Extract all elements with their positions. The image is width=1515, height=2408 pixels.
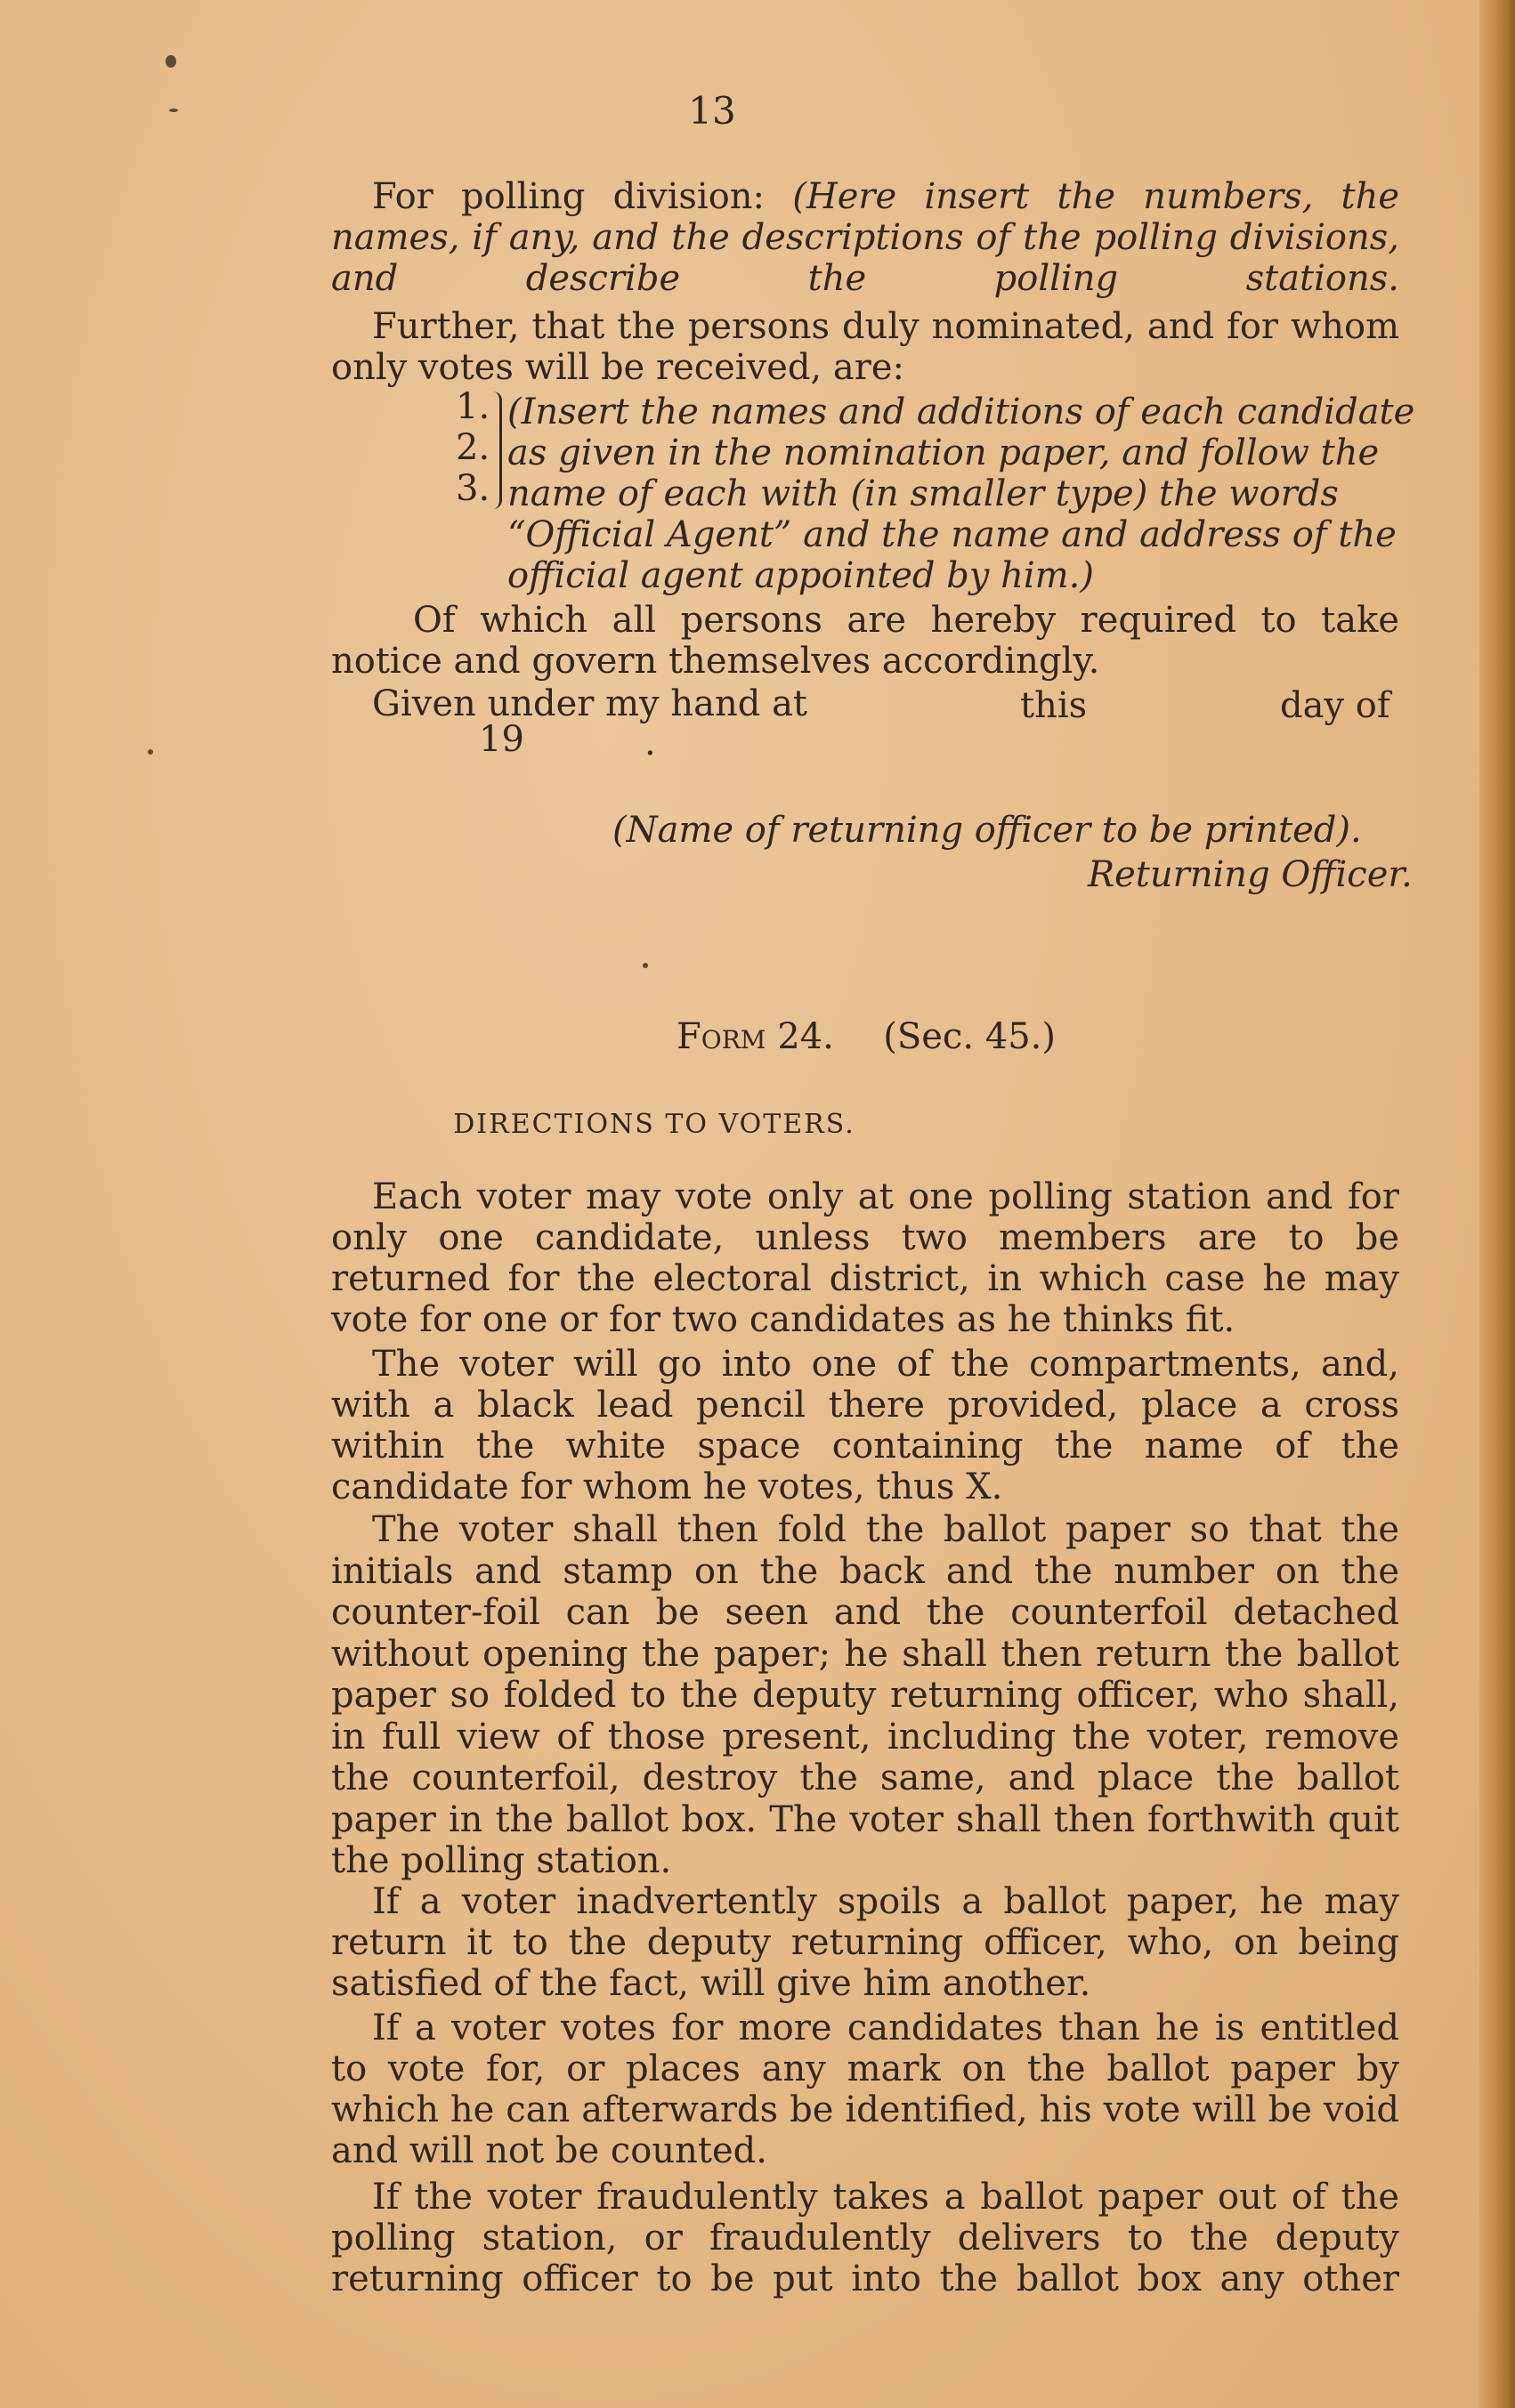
candidate-instruction-line-4: “Official Agent” and the name and address of the xyxy=(507,514,1397,555)
candidate-number-2: 2. xyxy=(456,427,490,468)
ink-speck xyxy=(148,749,153,755)
polling-division-paragraph xyxy=(331,176,1399,299)
page-number: 13 xyxy=(688,89,736,133)
ink-speck xyxy=(166,55,176,68)
signature-title: Returning Officer. xyxy=(1088,854,1413,895)
ink-speck xyxy=(643,963,648,968)
candidate-instruction-line-2: as given in the nomination paper, and follow the xyxy=(507,432,1380,473)
form-title: DIRECTIONS TO VOTERS. xyxy=(453,1109,855,1140)
direction-paragraph-2: The voter will go into one of the compartments, and, with a black lead pencil there provided, place a cross within the white space containing the name of the candidate for whom he votes, thus X. xyxy=(331,1344,1399,1507)
form-heading xyxy=(676,1016,1056,1057)
candidate-number-3: 3. xyxy=(456,468,490,509)
candidate-number-1: 1. xyxy=(456,386,490,427)
notice-paragraph: Of which all persons are hereby required to take notice and govern themselves accordingly. xyxy=(331,600,1399,682)
direction-paragraph-5: If a voter votes for more candidates than he is entitled to vote for, or places any mark on the ballot paper by which he can afterwards be identified, his vote will be void and will not be counted. xyxy=(331,2008,1399,2171)
polling-division-label: For polling division: xyxy=(372,176,766,217)
given-under-text: Given under my hand at xyxy=(372,683,807,724)
form-number: 24. xyxy=(777,1016,834,1057)
direction-paragraph-1: Each voter may vote only at one polling station and for only one candidate, unless two members are to be returned for the electoral district, in which case he may vote for one or for two candidates as he thinks fit. xyxy=(331,1176,1399,1340)
direction-paragraph-3: The voter shall then fold the ballot paper so that the initials and stamp on the back and the number on the counter-foil can be seen and the counterfoil detached without opening the paper; he shall then return the ballot paper so folded to the deputy returning officer, who shall, in full view of those present, including the voter, remove the counterfoil, destroy the same, and place the ballot paper in the ballot box. The voter shall then forthwith quit the polling station. xyxy=(331,1509,1399,1881)
given-day-of-text: day of xyxy=(1280,685,1390,726)
section-reference: (Sec. 45.) xyxy=(883,1016,1056,1057)
polling-division-instruction: (Here insert the numbers, the names, if any, and the descriptions of the polling divisions, and describe the polling stations. xyxy=(331,176,1400,299)
nominated-persons-paragraph: Further, that the persons duly nominated, and for whom only votes will be received, are: xyxy=(331,306,1399,388)
signature-instruction: (Name of returning officer to be printed). xyxy=(612,810,1362,851)
candidate-instruction-line-3: name of each with (in smaller type) the words xyxy=(507,473,1339,514)
candidate-instruction-line-5: official agent appointed by him.) xyxy=(507,555,1094,596)
candidate-brace xyxy=(487,392,502,509)
page-edge-shadow xyxy=(1479,0,1515,2408)
given-this-text: this xyxy=(1020,685,1088,726)
candidate-instruction-line-1: (Insert the names and additions of each candidate xyxy=(507,392,1415,432)
year-prefix: 19 xyxy=(479,719,524,760)
direction-paragraph-6: If the voter fraudulently takes a ballot paper out of the polling station, or fraudulently delivers to the deputy returning officer to be put into the ballot box any other xyxy=(331,2177,1399,2299)
direction-paragraph-4: If a voter inadvertently spoils a ballot paper, he may return it to the deputy returning officer, who, on being satisfied of the fact, will give him another. xyxy=(331,1881,1399,2004)
year-period: . xyxy=(644,723,656,764)
form-word: Form xyxy=(676,1016,766,1057)
